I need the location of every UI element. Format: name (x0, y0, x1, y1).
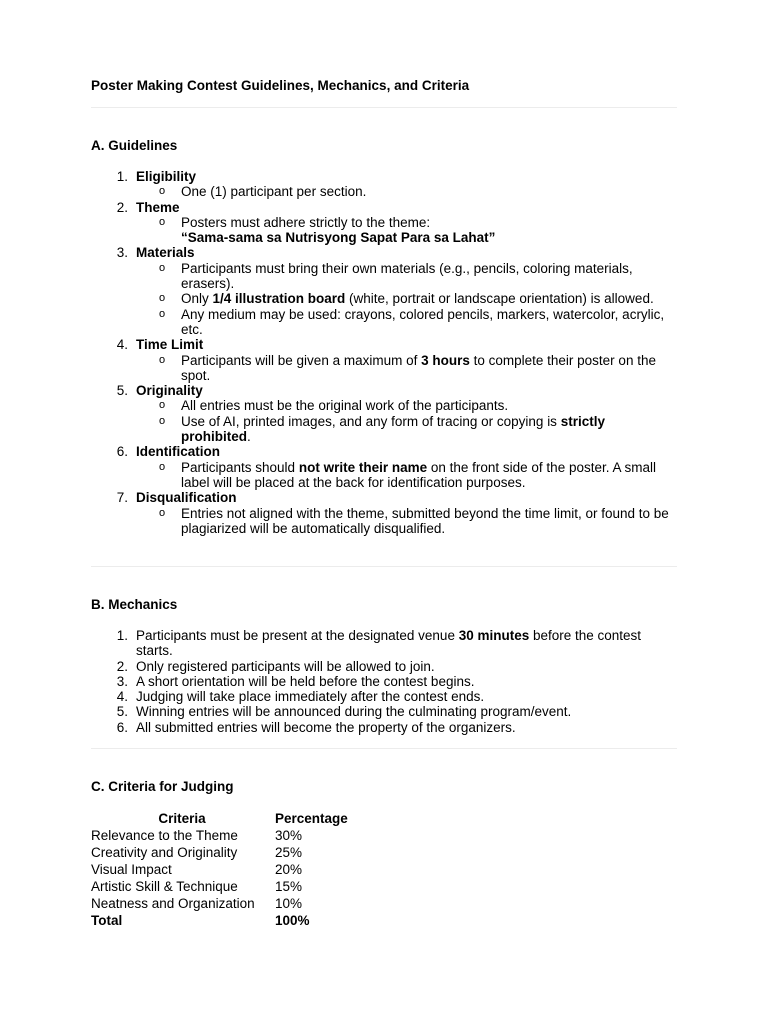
divider (91, 566, 677, 567)
table-header-row (90, 810, 349, 827)
table-row (90, 844, 349, 861)
item-text: Only registered participants will be allowed to join. (136, 658, 435, 674)
sub-text: Entries not aligned with the theme, submitted beyond the time limit, or found to be plagiarized will be automatically disqualified. (181, 505, 669, 536)
table-total-row (90, 912, 349, 929)
sub-bullet (0, 506, 768, 537)
sub-bullet (0, 184, 768, 199)
mechanics-item (0, 628, 768, 659)
guideline-title-time-limit: Time Limit (136, 337, 204, 353)
sub-text: (white, portrait or landscape orientation) is allowed. (345, 291, 654, 307)
sub-text-bold: not write their name (298, 459, 428, 475)
bullet-icon: o (159, 215, 166, 228)
guidelines-list (0, 169, 768, 536)
sub-bullet (0, 398, 768, 413)
sub-bullet (0, 291, 768, 306)
item-number: 3. (116, 245, 128, 261)
sub-text: All entries must be the original work of the participants. (181, 398, 509, 414)
table-row (90, 861, 349, 878)
criteria-cell: Relevance to the Theme (91, 828, 238, 843)
bullet-icon: o (159, 506, 166, 519)
sub-text: Use of AI, printed images, and any form of tracing or copying is (181, 413, 561, 429)
item-text: Winning entries will be announced during the culminating program/event. (136, 704, 572, 720)
item-number: 1. (116, 628, 128, 643)
sub-text: on the front side of the poster. A small label will be placed at the back for identification purposes. (181, 459, 656, 490)
guideline-item (0, 337, 768, 383)
percentage-cell: 25% (275, 845, 303, 860)
sub-text-bold: strictly prohibited (181, 413, 605, 445)
criteria-table (90, 810, 349, 929)
bullet-icon: o (159, 185, 166, 198)
mechanics-item (0, 689, 768, 704)
sub-text: One (1) participant per section. (181, 184, 367, 200)
item-text: before the contest starts. (136, 628, 642, 659)
item-number: 2. (116, 658, 128, 674)
criteria-cell: Creativity and Originality (91, 845, 238, 860)
sub-bullet (0, 414, 768, 445)
item-number: 6. (116, 444, 128, 460)
bullet-icon: o (159, 261, 166, 274)
guideline-title-theme: Theme (136, 199, 180, 215)
item-number: 6. (116, 719, 128, 735)
bullet-icon: o (159, 460, 166, 473)
column-header-criteria: Criteria (158, 811, 206, 826)
sub-bullet (0, 353, 768, 384)
table-row (90, 878, 349, 895)
bullet-icon: o (159, 414, 166, 427)
percentage-cell: 30% (275, 828, 303, 843)
section-heading-mechanics: B. Mechanics (91, 597, 178, 612)
item-number: 5. (116, 383, 128, 399)
guideline-item (0, 383, 768, 444)
sub-bullet (0, 460, 768, 491)
guideline-title-disqualification: Disqualification (136, 490, 237, 506)
percentage-cell: 20% (275, 862, 303, 877)
sub-bullet (0, 215, 768, 246)
item-number: 5. (116, 704, 128, 720)
section-heading-guidelines: A. Guidelines (91, 138, 178, 153)
guideline-item (0, 200, 768, 246)
bullet-icon: o (159, 399, 166, 412)
table-row (90, 895, 349, 912)
item-text: Judging will take place immediately after the contest ends. (136, 689, 485, 705)
sub-text-bold: 1/4 illustration board (212, 291, 346, 307)
criteria-cell: Neatness and Organization (91, 896, 255, 911)
guideline-item (0, 490, 768, 536)
percentage-cell: 15% (275, 879, 303, 894)
sub-text: Participants must bring their own materials (e.g., pencils, coloring materials, erasers). (181, 260, 633, 292)
percentage-cell: 10% (275, 896, 303, 911)
sub-text: Posters must adhere strictly to the theme: (181, 214, 431, 230)
sub-text: to complete their poster on the spot. (181, 352, 656, 383)
sub-text: Only (181, 291, 213, 307)
theme-quote: “Sama-sama sa Nutrisyong Sapat Para sa Lahat” (181, 230, 496, 246)
item-number: 4. (116, 689, 128, 705)
sub-text: Any medium may be used: crayons, colored pencils, markers, watercolor, acrylic, etc. (181, 306, 665, 337)
mechanics-item (0, 659, 768, 674)
mechanics-item (0, 674, 768, 689)
item-number: 3. (116, 673, 128, 689)
criteria-cell: Visual Impact (91, 862, 172, 877)
criteria-cell: Artistic Skill & Technique (91, 879, 238, 894)
mechanics-item (0, 704, 768, 719)
item-number: 1. (116, 169, 128, 184)
divider (91, 107, 677, 108)
sub-text: Participants should (181, 459, 299, 475)
total-value: 100% (275, 913, 310, 928)
item-number: 7. (116, 490, 128, 506)
item-text: A short orientation will be held before the contest begins. (136, 673, 475, 689)
item-text: Participants must be present at the designated venue (136, 628, 459, 643)
mechanics-item (0, 720, 768, 735)
sub-bullet (0, 261, 768, 292)
item-number: 2. (116, 199, 128, 215)
bullet-icon: o (159, 353, 166, 366)
item-text-bold: 30 minutes (458, 628, 530, 643)
column-header-percentage: Percentage (275, 811, 348, 826)
guideline-item (0, 245, 768, 337)
divider (91, 748, 677, 749)
guideline-item (0, 169, 768, 200)
mechanics-list (0, 628, 768, 735)
sub-text: . (247, 429, 251, 445)
guideline-title-originality: Originality (136, 383, 203, 399)
document-title: Poster Making Contest Guidelines, Mechanics, and Criteria (91, 78, 470, 93)
sub-text: Participants will be given a maximum of (181, 352, 422, 368)
item-text: All submitted entries will become the property of the organizers. (136, 719, 516, 735)
item-number: 4. (116, 337, 128, 353)
sub-bullet (0, 307, 768, 338)
sub-text-bold: 3 hours (421, 352, 470, 368)
bullet-icon: o (159, 292, 166, 305)
total-label: Total (91, 913, 123, 928)
guideline-item (0, 444, 768, 490)
guideline-title-eligibility: Eligibility (136, 169, 197, 184)
bullet-icon: o (159, 307, 166, 320)
guideline-title-materials: Materials (136, 245, 195, 261)
table-row (90, 827, 349, 844)
section-heading-criteria: C. Criteria for Judging (91, 779, 234, 794)
guideline-title-identification: Identification (136, 444, 220, 460)
